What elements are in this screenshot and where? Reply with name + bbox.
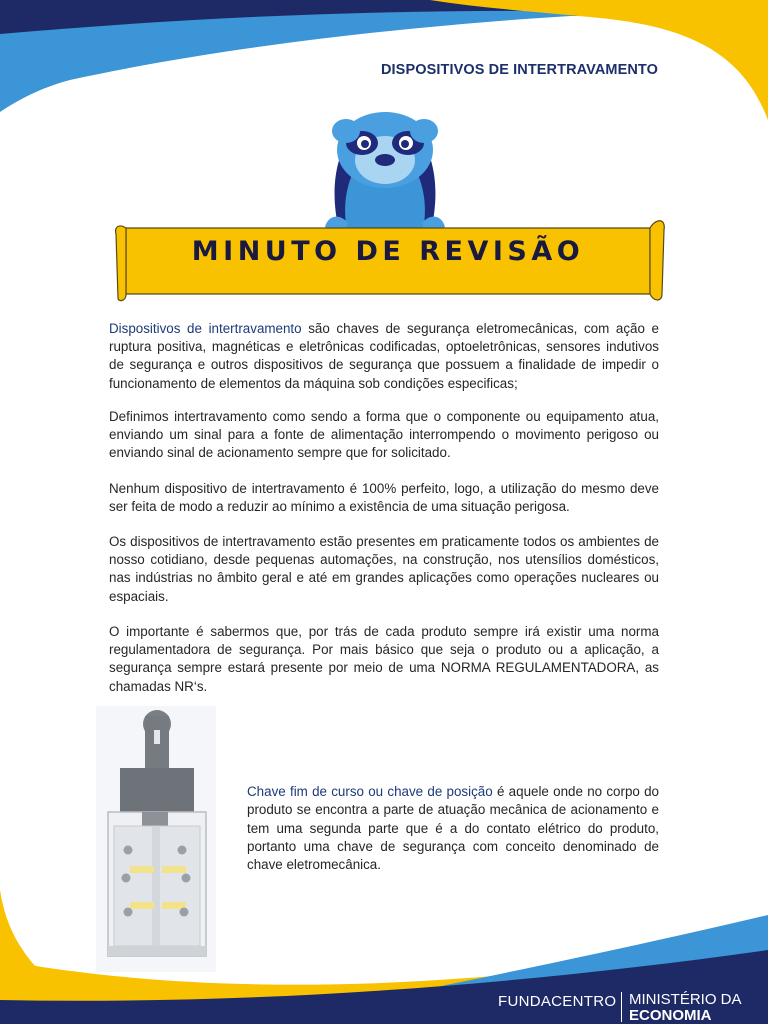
paragraph-2: Definimos intertravamento como sendo a forma que o componente ou equipamento atua, enviando um sinal para a fonte de alimentação interrompendo o movimento perigoso ou enviando sinal de acionamento sempre que for solicitado. bbox=[109, 409, 659, 461]
paragraph-1-text: são chaves de segurança eletromecânicas, com ação e ruptura positiva, magnéticas e eletrônicas codificadas, optoeletrônicas, sensores indutivos de segurança e outros dispositivos de segurança que possuem a finalidade de impedir o funcionamento de elementos da máquina sob condições especificas; bbox=[109, 321, 659, 391]
footer-divider bbox=[621, 992, 622, 1022]
footer-ministry-logo bbox=[629, 992, 742, 1023]
banner-title: MINUTO DE REVISÃO bbox=[191, 236, 585, 267]
switch-description-text: é aquele onde no corpo do produto se encontra a parte de atuação mecânica de acionamento e tem uma segunda parte que é a do contato elétrico do produto, portanto uma chave de segurança com conceito denominado de chave eletromecânica. bbox=[247, 784, 659, 873]
limit-switch-illustration bbox=[96, 706, 216, 972]
footer-ministry-line2: ECONOMIA bbox=[629, 1007, 712, 1024]
paragraph-5: O importante é sabermos que, por trás de cada produto sempre irá existir uma norma regulamentadora de segurança. Por mais básico que seja o produto ou a aplicação, a segurança sempre estará presente por meio de uma NORMA REGULAMENTADORA, as chamadas NR‘s. bbox=[109, 624, 659, 694]
switch-description-highlight: Chave fim de curso ou chave de posição bbox=[247, 784, 493, 799]
paragraph-1 bbox=[109, 320, 659, 393]
header-title: DISPOSITIVOS DE INTERTRAVAMENTO bbox=[380, 62, 658, 78]
paragraph-4: Os dispositivos de intertravamento estão presentes em praticamente todos os ambientes de nosso cotidiano, desde pequenas automações, na construção, nos utensílios domésticos, nas indústrias no âmbito geral e até em grandes aplicações como operações nucleares ou espaciais. bbox=[109, 534, 659, 604]
paragraph-3: Nenhum dispositivo de intertravamento é 100% perfeito, logo, a utilização do mesmo deve ser feita de modo a reduzir ao mínimo a existência de uma situação perigosa. bbox=[109, 481, 659, 515]
footer-ministry-line1: MINISTÉRIO DA bbox=[629, 991, 742, 1008]
paragraph-1-highlight: Dispositivos de intertravamento bbox=[109, 321, 302, 336]
footer-org-logo: FUNDACENTRO bbox=[498, 993, 617, 1010]
switch-description bbox=[247, 783, 659, 874]
